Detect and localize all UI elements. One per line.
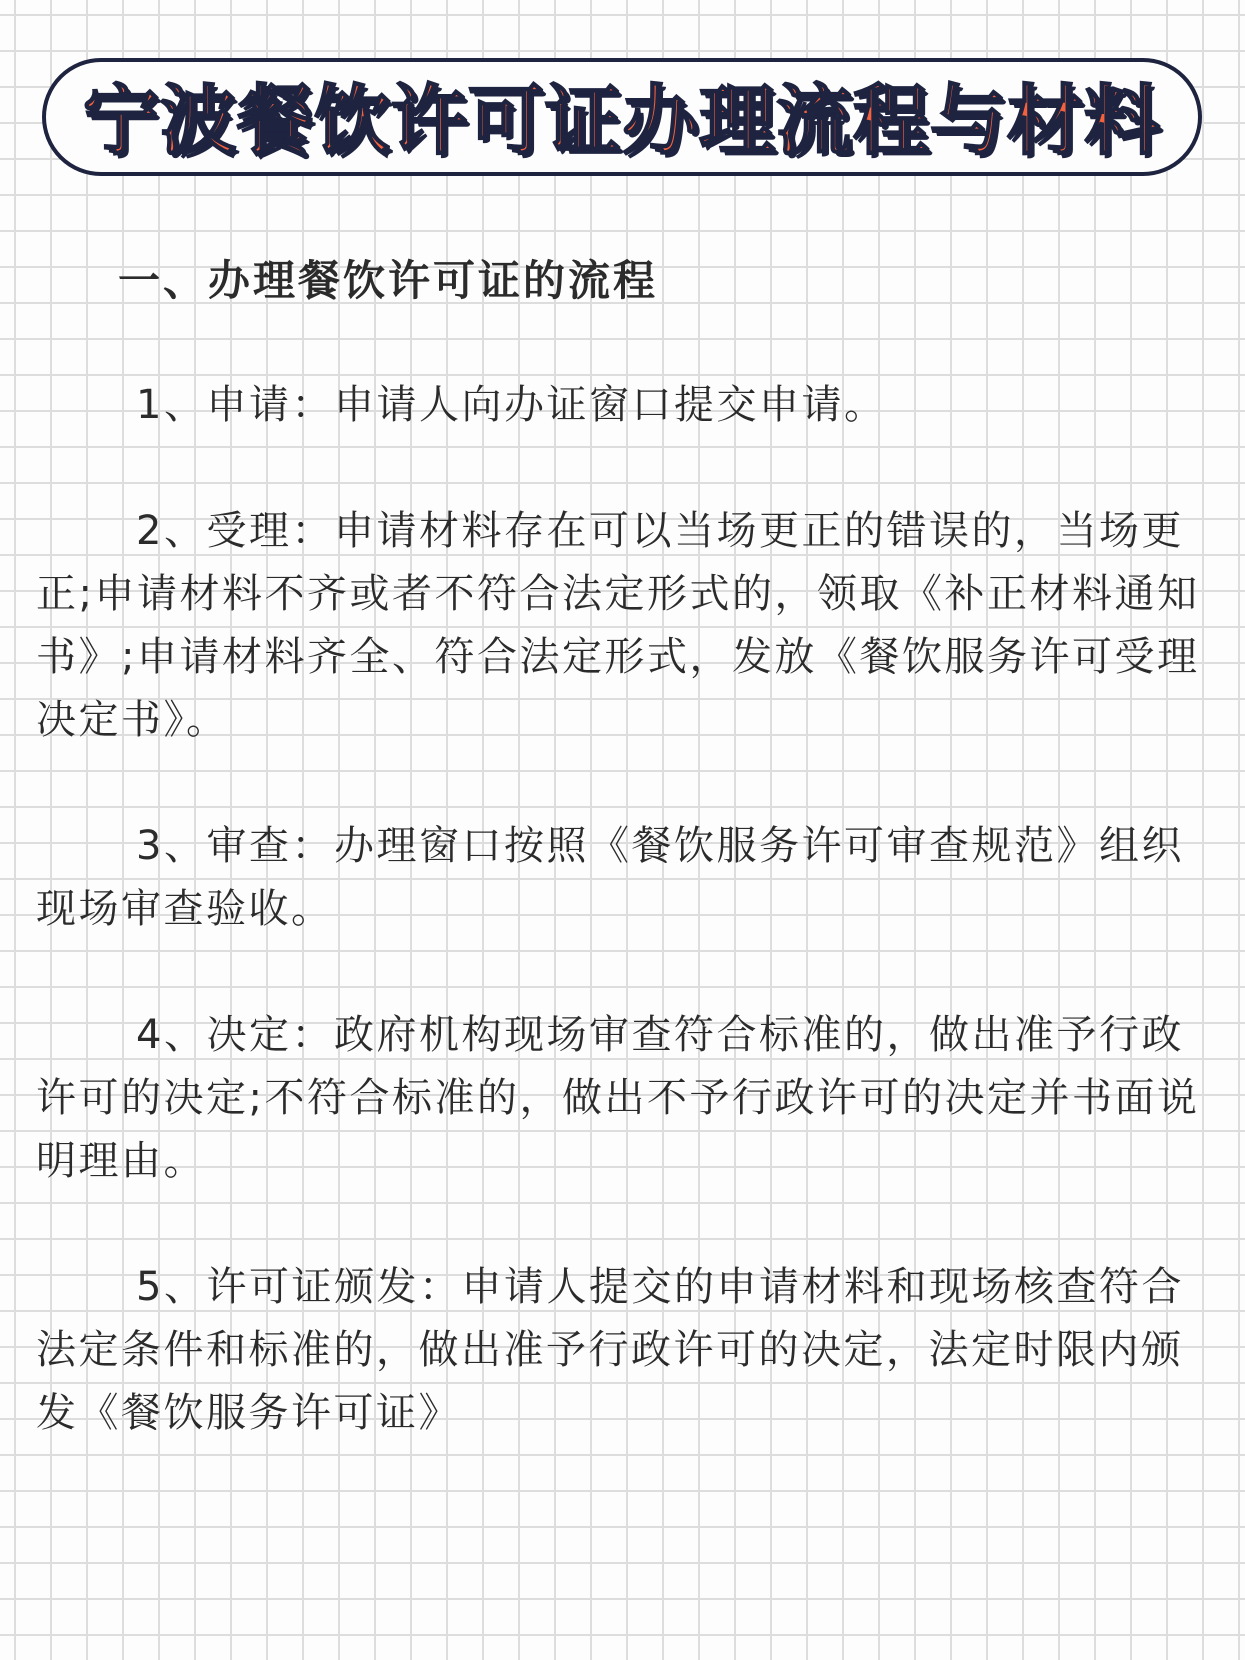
step-accept: 2、受理：申请材料存在可以当场更正的错误的，当场更正;申请材料不齐或者不符合法定形式的，领取《补正材料通知书》;申请材料齐全、符合法定形式，发放《餐饮服务许可受理决定书》。 (36, 508, 1200, 743)
page-title: 宁波餐饮许可证办理流程与材料 (83, 75, 1161, 165)
step-issue-license: 5、许可证颁发：申请人提交的申请材料和现场核查符合法定条件和标准的，做出准予行政许可的决定，法定时限内颁发《餐饮服务许可证》 (36, 1264, 1184, 1436)
step-apply: 1、申请：申请人向办证窗口提交申请。 (136, 382, 887, 428)
section-heading: 一、办理餐饮许可证的流程 (118, 256, 659, 305)
title-banner (42, 58, 1202, 176)
steps-list (36, 374, 1211, 1445)
step-decision: 4、决定：政府机构现场审查符合标准的，做出准予行政许可的决定;不符合标准的，做出不予行政许可的决定并书面说明理由。 (36, 1012, 1200, 1184)
step-review: 3、审查：办理窗口按照《餐饮服务许可审查规范》组织现场审查验收。 (36, 823, 1184, 932)
